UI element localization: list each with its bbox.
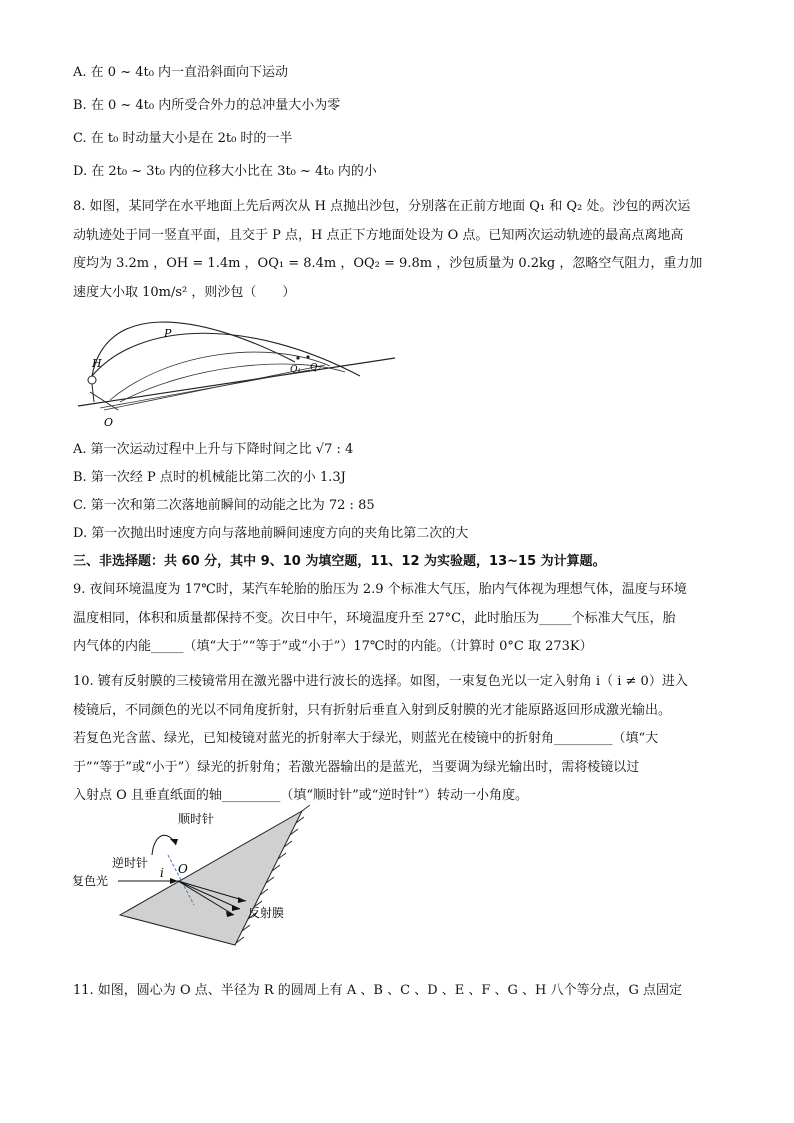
label-reflective-film: 反射膜 — [248, 906, 285, 920]
rotation-arrow — [152, 835, 176, 855]
q8-stem-line: 8. 如图，某同学在水平地面上先后两次从 H 点抛出沙包，分别落在正前方地面 Q₁ 和 Q₂ 处。沙包的两次运 — [73, 199, 691, 214]
q9-text — [73, 576, 723, 662]
q2-point — [306, 355, 309, 358]
label-p: P — [164, 327, 172, 340]
q10-line: 若复色光含蓝、绿光，已知棱镜对蓝光的折射率大于绿光，则蓝光在棱镜中的折射角_________（填“大 — [73, 731, 659, 746]
arc-3 — [110, 352, 330, 400]
rotation-arrow-head — [170, 839, 178, 845]
label-angle-i: i — [160, 866, 164, 880]
label-point-o: O — [178, 862, 188, 876]
label-h: H — [92, 357, 102, 370]
q9-line: 温度相同，体积和质量都保持不变。次日中午，环境温度升至 27°C，此时胎压为_____个标准大气压，胎 — [73, 610, 676, 626]
q7-option-d: D. 在 2t₀ ~ 3t₀ 内的位移大小比在 3t₀ ~ 4t₀ 内的小 — [73, 164, 377, 179]
q8-option-c: C. 第一次和第二次落地前瞬间的动能之比为 72 : 85 — [73, 498, 375, 513]
q8-option-a: A. 第一次运动过程中上升与下降时间之比 √7 : 4 — [73, 442, 354, 457]
trajectory-first — [92, 322, 295, 376]
label-clockwise: 顺时针 — [178, 812, 215, 826]
q8-stem-line: 度均为 3.2m ，OH = 1.4m ，OQ₁ = 8.4m ，OQ₂ = 9.8m ，沙包质量为 0.2kg ，忽略空气阻力，重力加 — [73, 256, 703, 271]
q8-option-d: D. 第一次抛出时速度方向与落地前瞬间速度方向的夹角比第二次的大 — [73, 526, 469, 541]
throw-point-marker — [88, 376, 96, 384]
q9-line: 9. 夜间环境温度为 17℃时，某汽车轮胎的胎压为 2.9 个标准大气压，胎内气体视为理想气体，温度与环境 — [73, 582, 687, 597]
q8-option-b: B. 第一次经 P 点时的机械能比第二次的小 1.3J — [73, 470, 346, 485]
label-q2: Q₂ — [310, 363, 321, 373]
q8-stem-line: 速度大小取 10m/s² ，则沙包（ ） — [73, 284, 296, 300]
q10-line: 10. 镀有反射膜的三棱镜常用在激光器中进行波长的选择。如图，一束复色光以一定入射角 i（ i ≠ 0）进入 — [73, 674, 688, 689]
q8-stem-line: 动轨迹处于同一竖直平面，且交于 P 点，H 点正下方地面处设为 O 点。已知两次运动轨迹的最高点离地高 — [73, 227, 684, 243]
q11-line: 11. 如图，圆心为 O 点、半径为 R 的圆周上有 A 、B 、C 、D 、E 、F 、G 、H 八个等分点，G 点固定 — [73, 983, 683, 998]
q10-prism-figure — [70, 805, 370, 955]
label-composite-light: 复色光 — [72, 874, 109, 888]
q10-text — [73, 668, 723, 811]
label-counterclockwise: 逆时针 — [112, 856, 149, 870]
q10-line: 入射点 O 且垂直纸面的轴_________（填“顺时针”或“逆时针”）转动一小角度。 — [73, 788, 529, 803]
q7-option-a: A. 在 0 ~ 4t₀ 内一直沿斜面向下运动 — [73, 65, 289, 80]
q10-line: 于”“等于”或“小于”）绿光的折射角；若激光器输出的是蓝光，当要调为绿光输出时，需将棱镜以过 — [73, 759, 640, 775]
q1-point — [296, 356, 299, 359]
q9-line: 内气体的内能_____（填“大于”“等于”或“小于”）17℃时的内能。（计算时 0°C 取 273K） — [73, 639, 593, 654]
q7-option-c: C. 在 t₀ 时动量大小是在 2t₀ 时的一半 — [73, 131, 293, 146]
label-q1: Q₁ — [290, 365, 301, 375]
label-o: O — [104, 416, 114, 429]
line-a — [100, 370, 310, 408]
section-3-heading: 三、非选择题：共 60 分，其中 9、10 为填空题，11、12 为实验题，13~15 为计算题。 — [73, 554, 606, 569]
q7-option-b: B. 在 0 ~ 4t₀ 内所受合外力的总冲量大小为零 — [73, 98, 341, 113]
q8-stem — [73, 193, 723, 307]
q10-line: 棱镜后，不同颜色的光以不同角度折射，只有折射后垂直入射到反射膜的光才能原路返回形成激光输出。 — [73, 702, 672, 718]
q8-trajectory-figure — [70, 310, 410, 430]
prism-body — [120, 811, 302, 945]
